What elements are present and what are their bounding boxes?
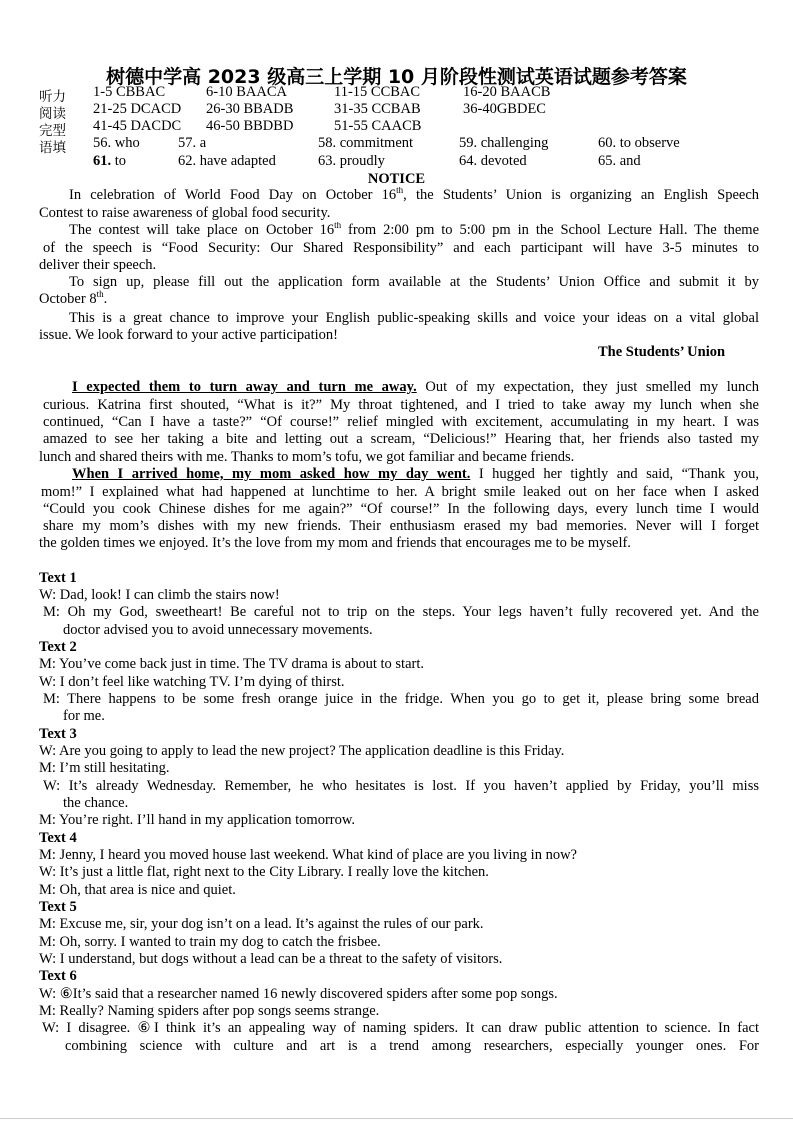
text-label: Text 4 — [39, 830, 77, 846]
superscript: th — [396, 187, 404, 196]
text-label: Text 6 — [39, 968, 77, 984]
answer-group: 6-10 BAACA — [206, 84, 287, 100]
answer-group: 41-45 DACDC — [93, 118, 182, 134]
text: October 8 — [39, 291, 97, 307]
answer-group: 1-5 CBBAC — [93, 84, 166, 100]
answer-item: 60. to observe — [598, 135, 680, 151]
notice-line — [39, 291, 107, 308]
story-line: curious. Katrina first shouted, “What is it?” My throat tightened, and I tried to take away my lunch when she — [43, 397, 759, 413]
story-line: mom!” I explained what had happened at lunchtime to her. A bright smile leaked out on her face when I asked — [41, 484, 759, 500]
text-label: Text 2 — [39, 639, 77, 655]
dialogue-line: the chance. — [63, 795, 129, 811]
dialogue-line: W: Dad, look! I can climb the stairs now! — [39, 587, 280, 603]
answer-item: 63. proudly — [318, 153, 385, 169]
text: In celebration of World Food Day on October 16 — [69, 187, 397, 203]
text: Out of my expectation, they just smelled my lunch — [416, 379, 759, 395]
answer-group: 26-30 BBADB — [206, 101, 294, 117]
answer-group: 21-25 DCACD — [93, 101, 182, 117]
text-label: Text 5 — [39, 899, 77, 915]
answer-item: 62. have adapted — [178, 153, 276, 169]
answer-value: to — [114, 153, 127, 169]
dialogue-line: M: Really? Naming spiders after pop songs seems strange. — [39, 1003, 380, 1019]
dialogue-line: M: You’re right. I’ll hand in my application tomorrow. — [39, 812, 356, 828]
notice-line: deliver their speech. — [39, 257, 157, 273]
notice-signature: The Students’ Union — [598, 344, 726, 360]
section-label-reading: 阅读 — [39, 106, 66, 122]
notice-heading: NOTICE — [367, 171, 426, 187]
story-line: continued, “Can I have a taste?” “Of course!” relief mingled with excitement, accumulating in my heart. I was — [43, 414, 759, 430]
answer-group: 46-50 BBDBD — [206, 118, 294, 134]
dialogue-line: combining science with culture and art is a trend among researchers, especially younger ones. For — [65, 1038, 759, 1054]
text-label: Text 3 — [39, 726, 77, 742]
story-line: lunch and shared theirs with me. Thanks to mom’s tofu, we got familiar and became friends. — [39, 449, 575, 465]
story-lead-sentence: When I arrived home, my mom asked how my day went. — [72, 466, 471, 482]
dialogue-line: M: You’ve come back just in time. The TV drama is about to start. — [39, 656, 425, 672]
dialogue-line: W: I understand, but dogs without a lead can be a threat to the safety of visitors. — [39, 951, 503, 967]
section-label-grammar: 语填 — [39, 140, 66, 156]
superscript: th — [334, 222, 342, 231]
answer-item: 57. a — [178, 135, 207, 151]
story-line: share my mom’s dishes with my new friends. Their enthusiasm erased my bad memories. Never will I forget — [43, 518, 759, 534]
dialogue-line: M: Excuse me, sir, your dog isn’t on a lead. It’s against the rules of our park. — [39, 916, 484, 932]
notice-line — [69, 222, 759, 239]
story-line — [72, 379, 759, 396]
answer-number: 61. — [93, 153, 112, 169]
answer-item: 64. devoted — [459, 153, 527, 169]
dialogue-line: M: I’m still hesitating. — [39, 760, 170, 776]
dialogue-line: W: ⑥It’s said that a researcher named 16 newly discovered spiders after some pop songs. — [39, 986, 558, 1002]
story-lead-sentence: I expected them to turn away and turn me away. — [72, 379, 417, 395]
answer-item — [93, 153, 126, 170]
story-line: “Could you cook Chinese dishes for me again?” “Of course!” In the following days, every lunch time I would — [43, 501, 759, 517]
notice-line: issue. We look forward to your active participation! — [39, 327, 338, 343]
notice-line: To sign up, please fill out the application form available at the Students’ Union Office and submit it by — [69, 274, 759, 290]
story-line — [72, 466, 759, 483]
answer-item: 59. challenging — [459, 135, 549, 151]
answer-item: 56. who — [93, 135, 140, 151]
dialogue-line: M: Oh, sorry. I wanted to train my dog to catch the frisbee. — [39, 934, 381, 950]
dialogue-line: M: There happens to be some fresh orange juice in the fridge. When you go to get it, please bring some bread — [43, 691, 759, 707]
dialogue-line: W: I don’t feel like watching TV. I’m dying of thirst. — [39, 674, 345, 690]
answer-group: 16-20 BAACB — [463, 84, 551, 100]
text: from 2:00 pm to 5:00 pm in the School Lecture Hall. The theme — [341, 222, 759, 238]
story-line: amazed to see her taking a bite and letting out a scream, “Delicious!” Hearing that, her friends also tasted my — [43, 431, 759, 447]
dialogue-line: W: It’s just a little flat, right next to the City Library. I really love the kitchen. — [39, 864, 489, 880]
notice-line: Contest to raise awareness of global food security. — [39, 205, 331, 221]
section-label-listening: 听力 — [39, 89, 66, 105]
answer-group: 31-35 CCBAB — [334, 101, 421, 117]
dialogue-line: for me. — [63, 708, 105, 724]
story-line: the golden times we enjoyed. It’s the love from my mom and friends that encourages me to be myself. — [39, 535, 631, 551]
dialogue-line: W: It’s already Wednesday. Remember, he who hesitates is lost. If you haven’t applied by Friday, you’ll miss — [43, 778, 759, 794]
answer-item: 58. commitment — [318, 135, 414, 151]
text: The contest will take place on October 16 — [69, 222, 335, 238]
dialogue-line: M: Jenny, I heard you moved house last weekend. What kind of place are you living in now? — [39, 847, 577, 863]
page-edge-divider — [0, 1118, 793, 1119]
text: I hugged her tightly and said, “Thank you, — [470, 466, 759, 482]
text: . — [103, 291, 108, 307]
notice-line — [69, 187, 759, 204]
superscript: th — [96, 289, 104, 300]
answer-group: 36-40GBDEC — [463, 101, 546, 117]
notice-line: This is a great chance to improve your English public-speaking skills and voice your ideas on a vital global — [69, 310, 759, 326]
dialogue-line: M: Oh my God, sweetheart! Be careful not to trip on the steps. Your legs haven’t fully recovered yet. And the — [43, 604, 759, 620]
page-title: 树德中学高 2023 级高三上学期 10 月阶段性测试英语试题参考答案 — [106, 66, 687, 88]
dialogue-line: M: Oh, that area is nice and quiet. — [39, 882, 236, 898]
answer-group: 51-55 CAACB — [334, 118, 422, 134]
section-label-cloze: 完型 — [39, 123, 66, 139]
dialogue-line: W: I disagree. ⑥I think it’s an appealing way of naming spiders. It can draw public attention to science. In fact — [42, 1020, 759, 1036]
text-label: Text 1 — [39, 570, 77, 586]
notice-line: of the speech is “Food Security: Our Shared Responsibility” and each participant will have 3-5 minutes to — [43, 240, 759, 256]
dialogue-line: W: Are you going to apply to lead the new project? The application deadline is this Friday. — [39, 743, 565, 759]
text: , the Students’ Union is organizing an English Speech — [403, 187, 759, 203]
answer-item: 65. and — [598, 153, 641, 169]
answer-group: 11-15 CCBAC — [334, 84, 421, 100]
dialogue-line: doctor advised you to avoid unnecessary movements. — [63, 622, 373, 638]
